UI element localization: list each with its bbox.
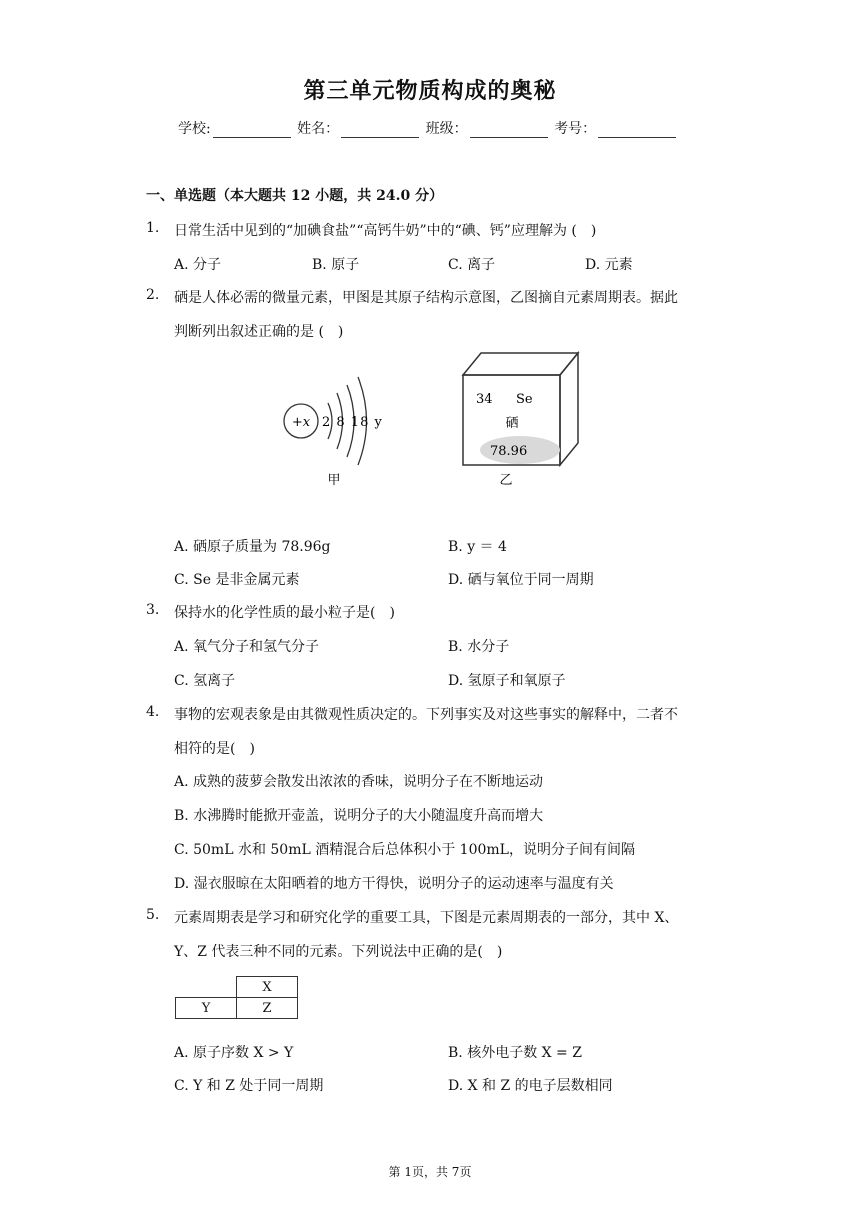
- option-d: D. 元素: [585, 257, 633, 273]
- number-label: 考号：: [554, 121, 597, 137]
- option-a: A. 分子: [174, 257, 222, 273]
- option-d: D. 湿衣服晾在太阳晒着的地方干得快，说明分子的运动速率与温度有关: [174, 876, 614, 892]
- question-text: 事物的宏观表象是由其微观性质决定的。下列事实及对这些事实的解释中，二者不: [174, 707, 678, 723]
- question-number: 3.: [146, 602, 160, 618]
- question-number: 1.: [146, 220, 160, 236]
- periodic-table-fragment: [175, 976, 298, 1019]
- school-blank: [213, 123, 291, 138]
- atomic-number: 34: [476, 392, 493, 407]
- page-footer: 第 1页，共 7页: [388, 1165, 472, 1179]
- option-b: B. y ＝ 4: [448, 539, 507, 555]
- caption-yi: 乙: [499, 473, 513, 488]
- option-d: D. 硒与氧位于同一周期: [448, 572, 594, 588]
- option-c: C. 50mL 水和 50mL 酒精混合后总体积小于 100mL，说明分子间有间隔: [174, 842, 635, 858]
- option-c: C. 氢离子: [174, 673, 236, 689]
- class-blank: [470, 123, 548, 138]
- cube-side: [560, 353, 578, 465]
- option-d: D. X 和 Z 的电子层数相同: [448, 1078, 613, 1094]
- nucleus-charge: +x: [291, 415, 311, 430]
- number-blank: [598, 123, 676, 138]
- question-number: 2.: [146, 287, 160, 303]
- question-text: 硒是人体必需的微量元素，甲图是其原子结构示意图，乙图摘自元素周期表。据此: [174, 290, 678, 306]
- cube-top: [463, 353, 578, 375]
- page-title: 第三单元物质构成的奥秘: [303, 78, 557, 104]
- cell-y: Y: [176, 998, 237, 1019]
- selenium-figure: [270, 345, 590, 495]
- cell-z: Z: [237, 998, 298, 1019]
- question-text: 元素周期表是学习和研究化学的重要工具，下图是元素周期表的一部分，其中 X、: [174, 910, 679, 926]
- option-a: A. 原子序数 X > Y: [174, 1045, 294, 1061]
- question-text: 判断列出叙述正确的是 ( ): [174, 324, 344, 340]
- cell-x: X: [237, 977, 298, 998]
- question-number: 4.: [146, 704, 160, 720]
- element-symbol: Se: [516, 392, 533, 407]
- student-info-line: [178, 118, 678, 138]
- caption-jia: 甲: [327, 473, 341, 488]
- school-label: 学校:: [178, 121, 211, 137]
- option-b: B. 水分子: [448, 639, 510, 655]
- question-text: 保持水的化学性质的最小粒子是( ): [174, 605, 395, 621]
- option-c: C. Se 是非金属元素: [174, 572, 300, 588]
- option-a: A. 成熟的菠萝会散发出浓浓的香味，说明分子在不断地运动: [174, 774, 544, 790]
- option-b: B. 水沸腾时能掀开壶盖，说明分子的大小随温度升高而增大: [174, 808, 544, 824]
- option-b: B. 原子: [312, 257, 360, 273]
- option-c: C. 离子: [448, 257, 496, 273]
- question-number: 5.: [146, 907, 160, 923]
- section-heading: 一、单选题（本大题共 12 小题，共 24.0 分）: [146, 188, 444, 204]
- question-text: Y、Z 代表三种不同的元素。下列说法中正确的是( ): [174, 944, 503, 960]
- question-text: 相符的是( ): [174, 741, 255, 757]
- atomic-mass: 78.96: [490, 444, 528, 459]
- name-blank: [341, 123, 419, 138]
- option-c: C. Y 和 Z 处于同一周期: [174, 1078, 324, 1094]
- option-a: A. 硒原子质量为 78.96g: [174, 539, 331, 555]
- option-d: D. 氢原子和氧原子: [448, 673, 566, 689]
- element-name: 硒: [505, 416, 519, 431]
- option-a: A. 氧气分子和氢气分子: [174, 639, 320, 655]
- empty-cell: [176, 977, 237, 998]
- option-b: B. 核外电子数 X = Z: [448, 1045, 582, 1061]
- question-text: 日常生活中见到的“加碘食盐”“高钙牛奶”中的“碘、钙”应理解为 ( ): [174, 223, 597, 239]
- name-label: 姓名：: [297, 121, 340, 137]
- electron-counts: 2 8 18 y: [322, 415, 383, 430]
- class-label: 班级：: [425, 121, 468, 137]
